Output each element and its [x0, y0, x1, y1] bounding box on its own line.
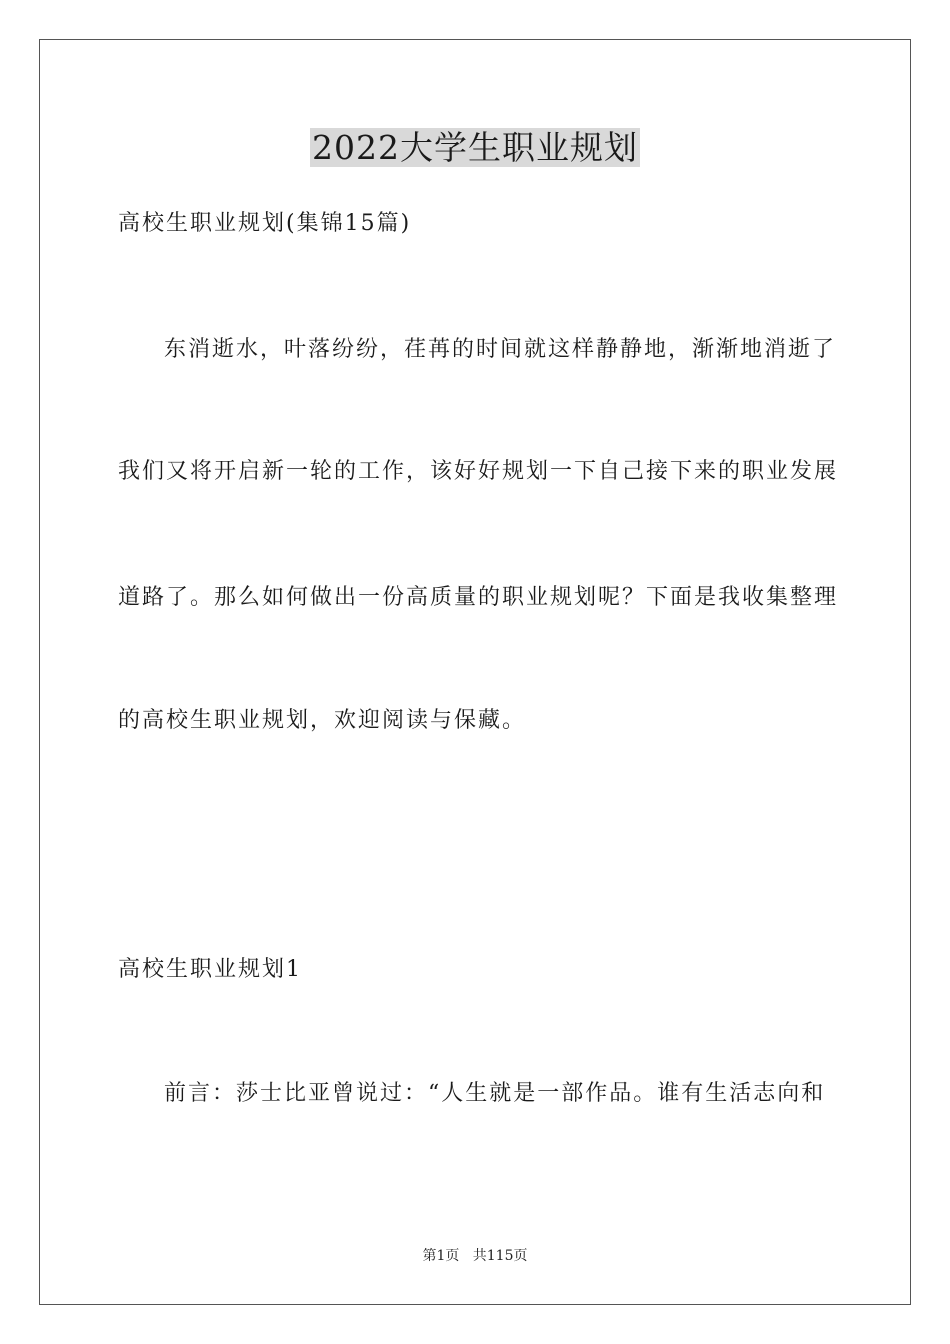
document-subtitle: 高校生职业规划(集锦15篇) [118, 211, 412, 236]
document-title [0, 124, 950, 172]
section-heading: 高校生职业规划1 [118, 957, 302, 982]
intro-line-4: 的高校生职业规划，欢迎阅读与保藏。 [118, 708, 527, 733]
page-footer: 第1页 共115页 [422, 1248, 528, 1264]
section-paragraph-line: 前言：莎士比亚曾说过：“人生就是一部作品。谁有生活志向和 [164, 1081, 826, 1106]
intro-line-2: 我们又将开启新一轮的工作，该好好规划一下自己接下来的职业发展 [118, 459, 839, 484]
document-title-text: 2022大学生职业规划 [312, 128, 638, 167]
intro-line-3: 道路了。那么如何做出一份高质量的职业规划呢？下面是我收集整理 [118, 585, 839, 610]
intro-line-1: 东消逝水，叶落纷纷，荏苒的时间就这样静静地，渐渐地消逝了 [164, 337, 837, 362]
